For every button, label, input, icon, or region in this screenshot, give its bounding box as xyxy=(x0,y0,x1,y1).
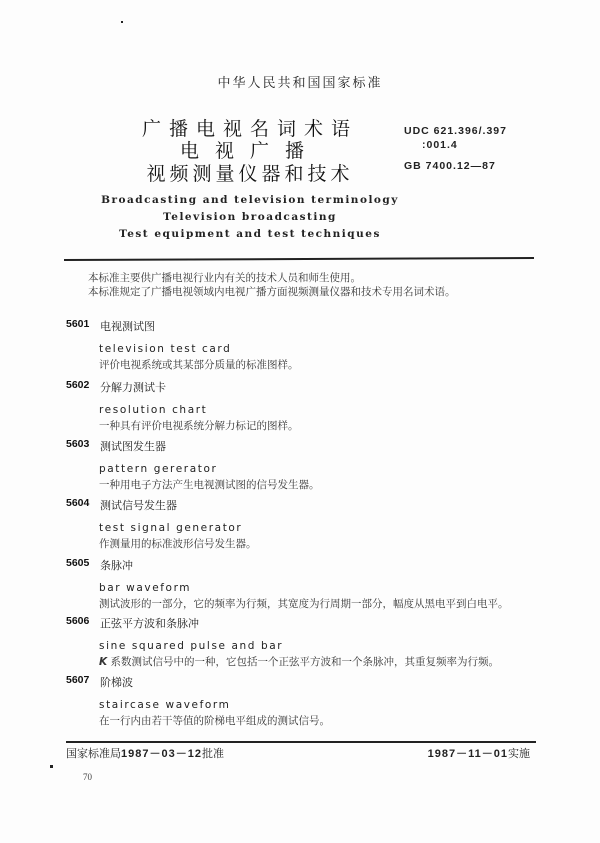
term-english: sine squared pulse and bar xyxy=(99,640,284,652)
term-definition: 作测量用的标准波形信号发生器。 xyxy=(99,538,257,550)
term-definition: 测试波形的一部分，它的频率为行频，其宽度为行周期一部分，幅度从黑电平到白电平。 xyxy=(99,598,509,610)
term-number: 5603 xyxy=(66,438,90,450)
header-divider xyxy=(64,257,534,261)
approving-authority: 国家标准局 xyxy=(66,747,121,760)
title-en-line-2: Television broadcasting xyxy=(163,211,337,223)
gb-code: GB 7400.12—87 xyxy=(404,160,496,172)
title-cn-line-1: 广播电视名词术语 xyxy=(141,118,358,140)
page-number: 70 xyxy=(83,772,92,782)
footer-divider xyxy=(66,741,536,743)
approval-line xyxy=(66,745,224,761)
title-cn-line-2: 电视广播 xyxy=(179,140,320,162)
term-chinese: 条脉冲 xyxy=(100,559,133,572)
intro-line-2: 本标准规定了广播电视领域内电视广播方面视频测量仪器和技术专用名词术语。 xyxy=(88,286,456,298)
term-number: 5601 xyxy=(66,318,90,330)
scan-speck xyxy=(50,765,53,768)
term-number: 5604 xyxy=(66,497,90,509)
term-chinese: 电视测试图 xyxy=(100,320,155,333)
term-chinese: 正弦平方波和条脉冲 xyxy=(100,617,199,630)
term-english: staircase waveform xyxy=(99,699,231,711)
term-english: television test card xyxy=(99,343,232,355)
term-definition xyxy=(99,654,499,669)
title-en-line-3: Test equipment and test techniques xyxy=(119,228,381,240)
approval-date: 1987－03－12 xyxy=(121,748,202,760)
term-definition-text: 系数测试信号中的一种，它包括一个正弦平方波和一个条脉冲，其重复频率为行频。 xyxy=(107,656,499,668)
term-definition: 在一行内由若干等值的阶梯电平组成的测试信号。 xyxy=(99,715,330,727)
term-english: test signal generator xyxy=(99,522,243,534)
intro-paragraph xyxy=(88,271,456,299)
title-en-line-1: Broadcasting and television terminology xyxy=(101,194,399,206)
term-chinese: 测试信号发生器 xyxy=(100,499,177,512)
effective-line xyxy=(428,745,530,761)
term-number: 5605 xyxy=(66,557,90,569)
term-definition: 一种具有评价电视系统分解力标记的图样。 xyxy=(99,420,299,432)
scan-speck xyxy=(121,21,123,23)
term-english: resolution chart xyxy=(99,404,208,416)
term-number: 5602 xyxy=(66,379,90,391)
classification-codes xyxy=(404,124,507,173)
udc-code-line-1: UDC 621.396/.397 xyxy=(404,125,507,137)
effective-date: 1987－11－01 xyxy=(427,748,508,760)
k-factor-symbol: K xyxy=(99,656,108,668)
udc-code-line-2: :001.4 xyxy=(422,139,458,151)
national-standard-heading: 中华人民共和国国家标准 xyxy=(217,76,383,91)
term-english: pattern gererator xyxy=(99,463,218,475)
term-number: 5607 xyxy=(66,674,90,686)
term-english: bar waveform xyxy=(99,582,192,594)
term-chinese: 阶梯波 xyxy=(100,676,133,689)
term-definition: 评价电视系统或其某部分质量的标准图样。 xyxy=(99,359,299,371)
term-chinese: 分解力测试卡 xyxy=(100,381,166,394)
term-definition: 一种用电子方法产生电视测试图的信号发生器。 xyxy=(99,479,320,491)
intro-line-1: 本标准主要供广播电视行业内有关的技术人员和师生使用。 xyxy=(88,272,361,284)
term-chinese: 测试图发生器 xyxy=(100,440,166,453)
term-number: 5606 xyxy=(66,615,90,627)
effective-suffix: 实施 xyxy=(508,747,530,760)
approval-suffix: 批准 xyxy=(201,747,224,760)
title-cn-line-3: 视频测量仪器和技术 xyxy=(146,163,354,185)
